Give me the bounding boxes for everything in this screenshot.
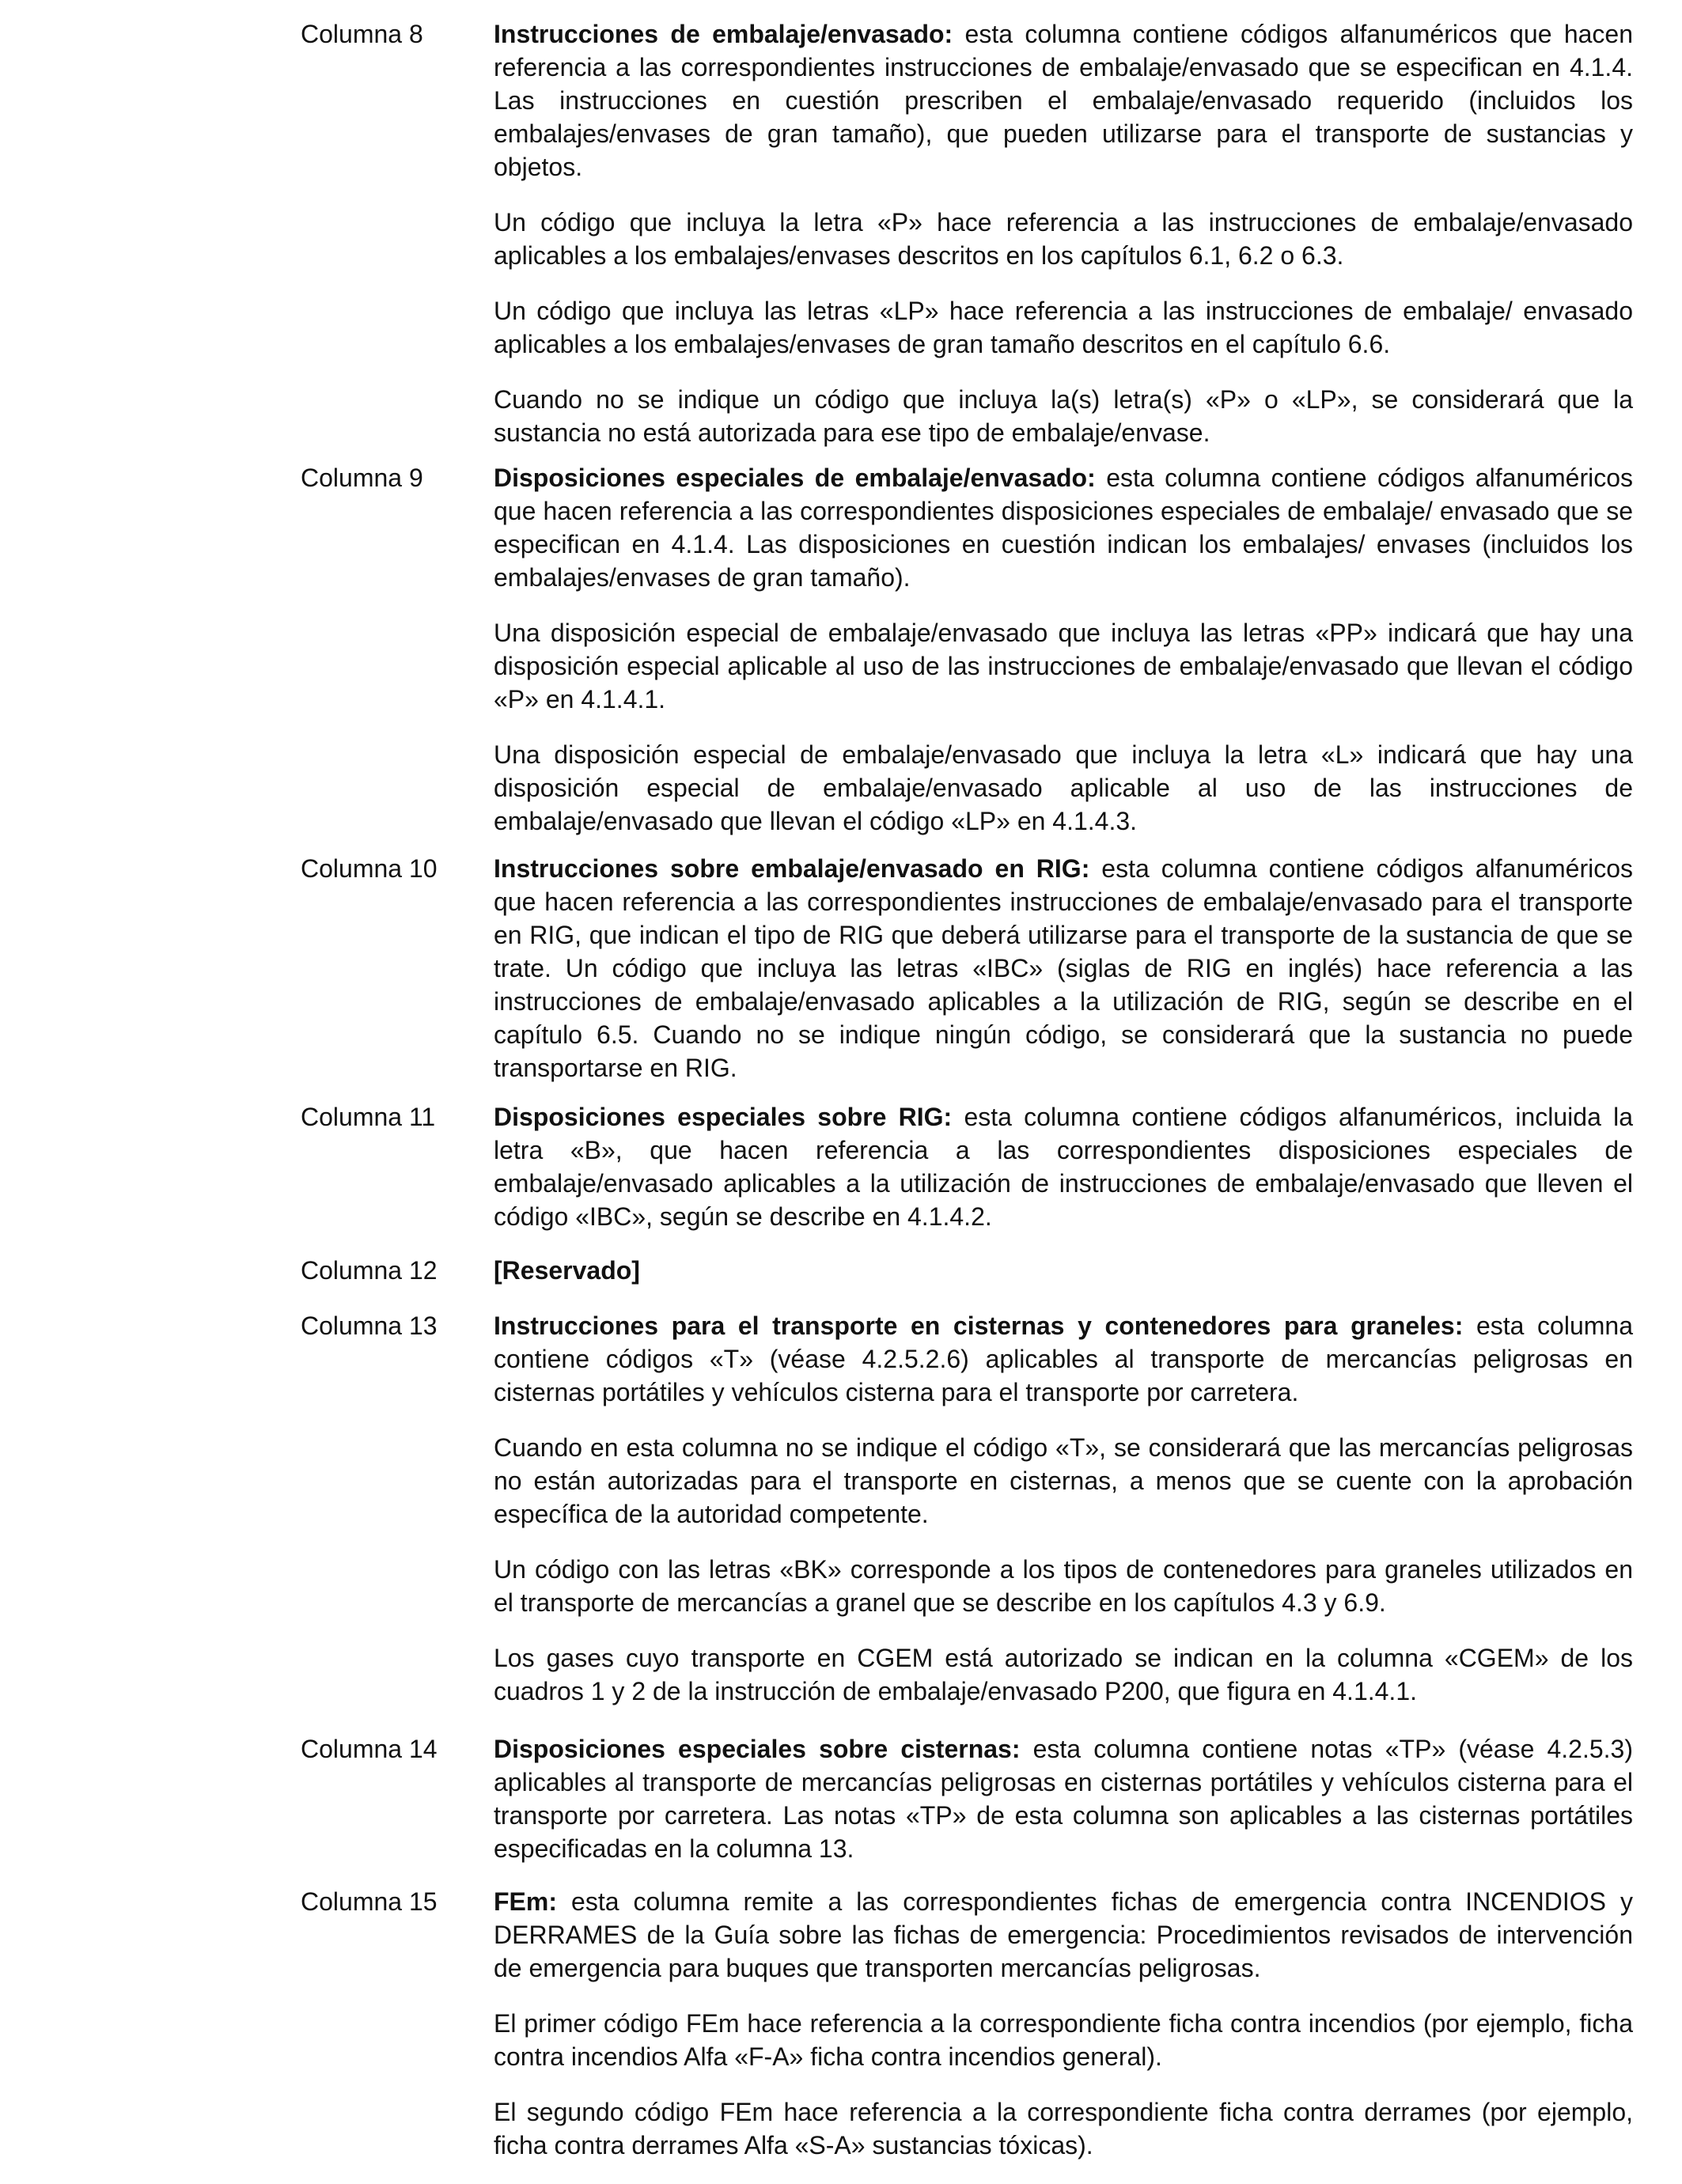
paragraph: Un código que incluya las letras «LP» hace referencia a las instrucciones de embalaje/ envasado aplicables a los embalajes/envases de gran tamaño descritos en el capítulo 6.6. — [494, 297, 1633, 358]
column-title: Instrucciones sobre embalaje/envasado en RIG: — [494, 854, 1090, 883]
column-label: Columna 14 — [301, 1735, 438, 1763]
paragraph: El primer código FEm hace referencia a la correspondiente ficha contra incendios (por ejemplo, ficha contra incendios Alfa «F-A» ficha contra incendios general). — [494, 2009, 1633, 2071]
lead-paragraph — [494, 1732, 1633, 1865]
column-label: Columna 10 — [301, 854, 438, 883]
column-description — [494, 1732, 1633, 1887]
column-title: FEm: — [494, 1887, 557, 1916]
lead-text: esta columna contiene códigos alfanuméricos que hacen referencia a las correspondientes instrucciones de embalaje/envasado que se especifican en 4.1.4. Las instrucciones en cuestión prescriben el embalaje/envasado requerido (incluidos los embalajes/envases de gran tamaño), que pueden utilizarse para el transporte de sustancias y objetos. — [494, 20, 1633, 181]
column-label: Columna 12 — [301, 1256, 438, 1285]
column-title: Disposiciones especiales sobre cisternas: — [494, 1735, 1021, 1763]
lead-text: esta columna contiene notas «TP» (véase 4.2.5.3) aplicables al transporte de mercancías peligrosas en cisternas portátiles y vehículos cisterna para el transporte por carretera. Las notas «TP» de esta columna son aplicables a las cisternas portátiles especificadas en la columna 13. — [494, 1735, 1634, 1863]
column-label: Columna 8 — [301, 20, 423, 48]
column-title: Disposiciones especiales de embalaje/envasado: — [494, 464, 1096, 492]
column-title: Disposiciones especiales sobre RIG: — [494, 1103, 953, 1131]
column-description — [494, 1309, 1633, 1730]
lead-paragraph — [494, 1254, 1633, 1287]
lead-paragraph — [494, 1885, 1633, 1985]
paragraph: Una disposición especial de embalaje/envasado que incluya las letras «PP» indicará que hay una disposición especial aplicable al uso de las instrucciones de embalaje/envasado que llevan el código «P» en 4.1.4.1. — [494, 619, 1633, 713]
column-description — [494, 1885, 1633, 2184]
lead-paragraph — [494, 17, 1633, 184]
column-description — [494, 461, 1633, 860]
column-title: Instrucciones de embalaje/envasado: — [494, 20, 953, 48]
paragraph: El segundo código FEm hace referencia a la correspondiente ficha contra derrames (por ejemplo, ficha contra derrames Alfa «S-A» sustancias tóxicas). — [494, 2098, 1633, 2159]
lead-text: esta columna contiene códigos alfanuméricos que hacen referencia a las correspondientes instrucciones de embalaje/envasado para el transporte en RIG, que indican el tipo de RIG que deberá utilizarse para el transporte de la sustancia de que se trate. Un código que incluya las letras «IBC» (siglas de RIG en inglés) hace referencia a las instrucciones de embalaje/envasado aplicables a la utilización de RIG, según se describe en el capítulo 6.5. Cuando no se indique ningún código, se considerará que la sustancia no puede transportarse en RIG. — [494, 854, 1634, 1082]
paragraph: Un código con las letras «BK» corresponde a los tipos de contenedores para graneles utilizados en el transporte de mercancías a granel que se describe en los capítulos 4.3 y 6.9. — [494, 1555, 1633, 1617]
column-title: Instrucciones para el transporte en cisternas y contenedores para graneles: — [494, 1312, 1464, 1340]
lead-paragraph — [494, 1100, 1633, 1233]
lead-paragraph — [494, 1309, 1633, 1409]
column-description — [494, 852, 1633, 1107]
paragraph: Una disposición especial de embalaje/envasado que incluya la letra «L» indicará que hay una disposición especial de embalaje/envasado aplicable al uso de las instrucciones de embalaje/envasado que llevan el código «LP» en 4.1.4.3. — [494, 740, 1633, 835]
column-description — [494, 1254, 1633, 1309]
column-title: [Reservado] — [494, 1256, 640, 1285]
lead-text: esta columna remite a las correspondientes fichas de emergencia contra INCENDIOS y DERRAMES de la Guía sobre las fichas de emergencia: Procedimientos revisados de intervención de emergencia para buques que transporten mercancías peligrosas. — [494, 1887, 1633, 1982]
lead-paragraph — [494, 461, 1633, 594]
lead-text: esta columna contiene códigos alfanuméricos que hacen referencia a las correspondientes disposiciones especiales de embalaje/ envasado que se especifican en 4.1.4. Las disposiciones en cuestión indican los embalajes/ envases (incluidos los embalajes/envases de gran tamaño). — [494, 464, 1634, 592]
column-label: Columna 9 — [301, 464, 423, 492]
column-label: Columna 11 — [301, 1103, 436, 1131]
lead-text: esta columna contiene códigos alfanuméricos, incluida la letra «B», que hacen referencia a las correspondientes disposiciones especiales de embalaje/envasado aplicables a la utilización de instrucciones de embalaje/envasado que lleven el código «IBC», según se describe en 4.1.4.2. — [494, 1103, 1634, 1231]
column-label: Columna 13 — [301, 1312, 438, 1340]
paragraph: Un código que incluya la letra «P» hace referencia a las instrucciones de embalaje/envasado aplicables a los embalajes/envases descritos en los capítulos 6.1, 6.2 o 6.3. — [494, 208, 1633, 270]
paragraph: Los gases cuyo transporte en CGEM está autorizado se indican en la columna «CGEM» de los cuadros 1 y 2 de la instrucción de embalaje/envasado P200, que figura en 4.1.4.1. — [494, 1644, 1633, 1705]
lead-paragraph — [494, 852, 1633, 1084]
column-description — [494, 1100, 1633, 1255]
column-label: Columna 15 — [301, 1887, 438, 1916]
lead-text: esta columna contiene códigos «T» (véase 4.2.5.2.6) aplicables al transporte de mercancías peligrosas en cisternas portátiles y vehículos cisterna para el transporte por carretera. — [494, 1312, 1634, 1406]
paragraph: Cuando en esta columna no se indique el código «T», se considerará que las mercancías peligrosas no están autorizadas para el transporte en cisternas, a menos que se cuente con la aprobación específica de la autoridad competente. — [494, 1433, 1633, 1528]
paragraph: Cuando no se indique un código que incluya la(s) letra(s) «P» o «LP», se considerará que la sustancia no está autorizada para ese tipo de embalaje/envase. — [494, 385, 1633, 447]
column-description — [494, 17, 1633, 471]
